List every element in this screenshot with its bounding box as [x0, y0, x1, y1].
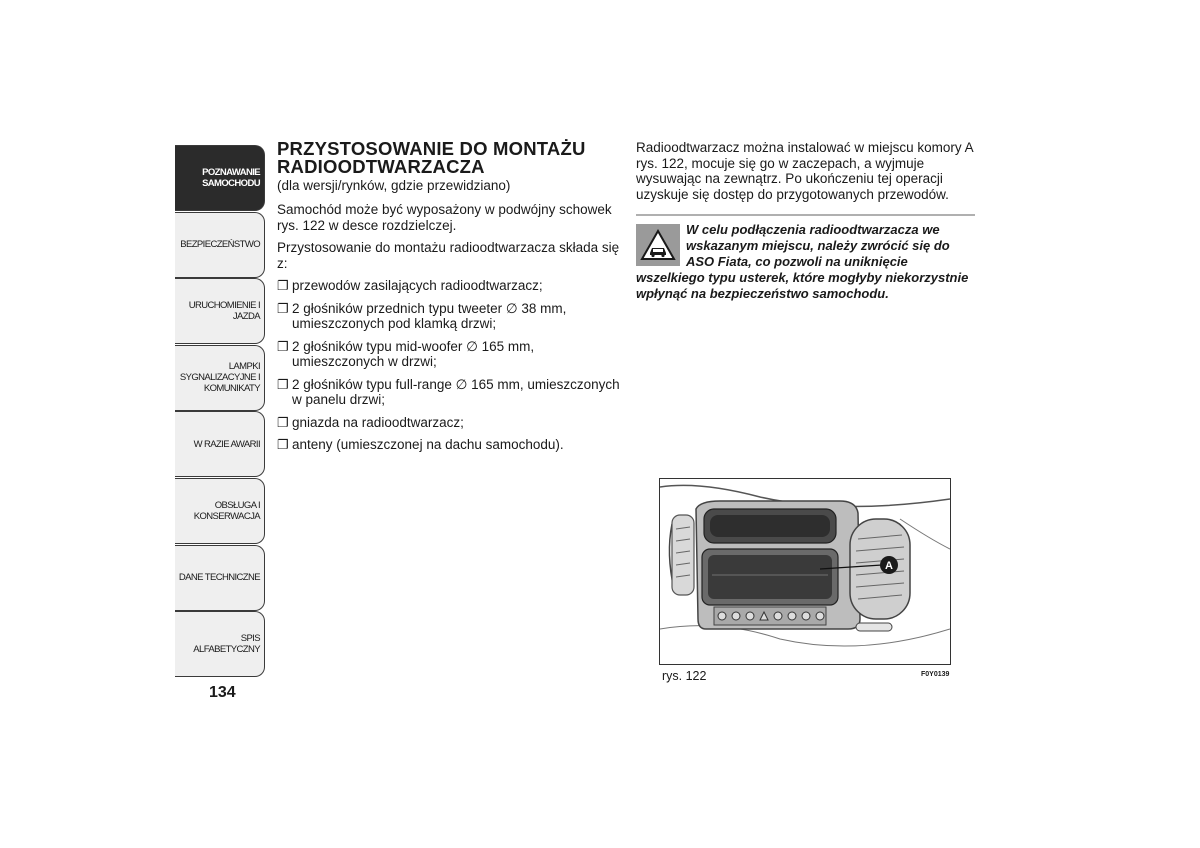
figure-code: F0Y0139 — [921, 671, 950, 678]
figure-caption: rys. 122 — [662, 669, 707, 683]
tab-label: URUCHOMIENIE I JAZDA — [188, 300, 260, 323]
list-item-text: 2 głośników typu mid-woofer ∅ 165 mm, umieszczonych w drzwi; — [292, 338, 535, 369]
warning-divider — [636, 214, 975, 216]
section-subtitle: (dla wersji/rynków, gdzie przewidziano) — [277, 178, 511, 193]
callout-label-a: A — [885, 560, 893, 572]
right-column — [636, 140, 976, 302]
tab-obsluga-i-konserwacja[interactable] — [175, 478, 265, 544]
tab-label: W RAZIE AWARII — [193, 438, 260, 450]
dashboard-figure — [659, 478, 951, 665]
dashboard-illustration — [660, 479, 951, 665]
list-item — [277, 415, 622, 431]
warning-block — [636, 222, 976, 302]
tab-w-razie-awarii[interactable] — [175, 411, 265, 477]
tab-poznawanie-samochodu[interactable] — [175, 145, 265, 211]
tab-bezpieczenstwo[interactable] — [175, 212, 265, 278]
checkbox-bullet-icon: ❐ — [277, 437, 289, 452]
warning-text: W celu podłączenia radioodtwarzacza we wskazanym miejscu, należy zwrócić się do ASO Fiata, co pozwoli na uniknięcie wszelkiego typu usterek, które mogłyby niekorzystnie wpłynąć na bezpieczeństwo samochodu. — [636, 222, 969, 301]
section-title-line2: RADIOODTWARZACZA — [277, 156, 485, 177]
tab-dane-techniczne[interactable] — [175, 545, 265, 611]
tab-label: LAMPKI SYGNALIZACYJNE I KOMUNIKATY — [179, 361, 260, 395]
section-title-line1: PRZYSTOSOWANIE DO MONTAŻU — [277, 138, 586, 159]
tab-spis-alfabetyczny[interactable] — [175, 611, 265, 677]
checkbox-bullet-icon: ❐ — [277, 278, 289, 293]
list-item-text: 2 głośników typu full-range ∅ 165 mm, umieszczonych w panelu drzwi; — [292, 376, 620, 407]
list-item-text: 2 głośników przednich typu tweeter ∅ 38 mm, umieszczonych pod klamką drzwi; — [292, 300, 567, 331]
checkbox-bullet-icon: ❐ — [277, 338, 289, 354]
components-paragraph: Przystosowanie do montażu radioodtwarzacza składa się z: — [277, 240, 620, 271]
page-number: 134 — [209, 684, 236, 701]
car-warning-icon — [636, 224, 680, 266]
tab-label: OBSŁUGA I KONSERWACJA — [193, 499, 260, 522]
list-item — [277, 301, 622, 332]
tab-label: DANE TECHNICZNE — [178, 572, 260, 584]
intro-paragraph: Samochód może być wyposażony w podwójny schowek rys. 122 w desce rozdzielczej. — [277, 202, 612, 233]
tab-lampki-sygnalizacyjne[interactable] — [175, 345, 265, 411]
tab-label: POZNAWANIE SAMOCHODU — [202, 167, 260, 189]
chapter-tabs — [175, 145, 265, 678]
checkbox-bullet-icon: ❐ — [277, 300, 289, 316]
list-item-text: przewodów zasilających radioodtwarzacz; — [292, 278, 543, 293]
list-item-text: gniazda na radioodtwarzacz; — [292, 414, 464, 430]
checkbox-bullet-icon: ❐ — [277, 376, 289, 392]
list-item-text: anteny (umieszczonej na dachu samochodu). — [292, 437, 564, 452]
list-item — [277, 437, 622, 453]
tab-uruchomienie-i-jazda[interactable] — [175, 278, 265, 344]
list-item — [277, 278, 622, 294]
installation-paragraph: Radioodtwarzacz można instalować w miejscu komory A rys. 122, mocuje się go w zaczepach, a wyjmuje wysuwając na zewnątrz. Po ukończeniu tej operacji uzyskuje się dostęp do przygotowanych przewodów. — [636, 140, 973, 202]
tab-label: SPIS ALFABETYCZNY — [193, 633, 260, 656]
list-item — [277, 377, 622, 408]
list-item — [277, 339, 622, 370]
tab-label: BEZPIECZEŃSTWO — [180, 239, 260, 251]
checkbox-bullet-icon: ❐ — [277, 414, 289, 430]
section-title — [277, 140, 622, 176]
left-column — [277, 140, 622, 460]
